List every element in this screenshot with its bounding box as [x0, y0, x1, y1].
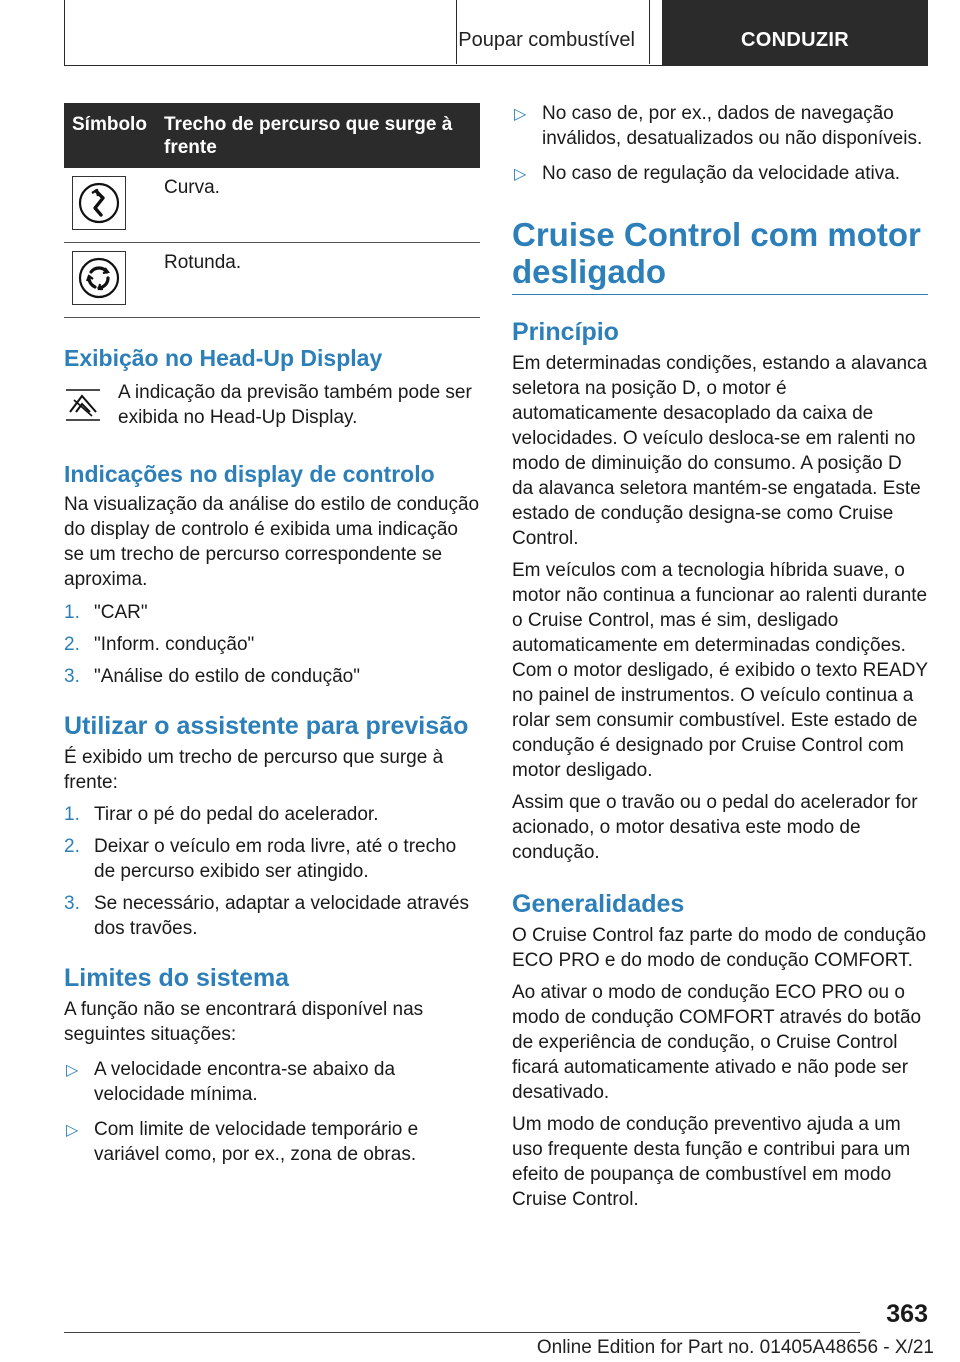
table-row	[64, 168, 480, 243]
list-item: ▷ Com limite de velocidade temporário e variável como, por ex., zona de obras.	[66, 1119, 419, 1165]
limits-text: A função não se encontrará disponível nas seguintes situações:	[64, 999, 424, 1045]
limits-heading: Limites do sistema	[64, 964, 290, 992]
control-display-steps	[64, 600, 480, 689]
list-item: ▷ No caso de regulação da velocidade ativa.	[512, 161, 928, 186]
principle-heading: Princípio	[512, 318, 619, 346]
left-column	[64, 103, 480, 1167]
table-cell-text: Curva.	[156, 168, 480, 243]
table-cell-symbol	[64, 243, 156, 318]
general-paragraph-3: Um modo de condução preventivo ajuda a um uso frequente desta função e contribui para um efeito de poupança de combustível em modo Cruise Control.	[512, 1114, 911, 1210]
list-item: 1. Tirar o pé do pedal do acelerador.	[64, 804, 379, 825]
control-display-text: Na visualização da análise do estilo de condução do display de controlo é exibida uma indicação se um trecho de percurso correspondente se aproxima.	[64, 494, 480, 590]
triangle-bullet-icon: ▷	[514, 166, 527, 183]
symbol-table	[64, 103, 480, 318]
list-item: 3. Se necessário, adaptar a velocidade através dos travões.	[64, 893, 469, 939]
principle-paragraph-3: Assim que o travão ou o pedal do acelerador for acionado, o motor desativa este modo de condução.	[512, 792, 918, 863]
assistant-steps	[64, 802, 480, 941]
list-item: ▷ A velocidade encontra-se abaixo da velocidade mínima.	[66, 1059, 396, 1105]
page-number: 363	[886, 1300, 928, 1328]
limits-bullets-continued	[512, 101, 928, 186]
table-row	[64, 243, 480, 318]
right-column	[512, 103, 928, 1212]
table-header-description: Trecho de percurso que surge à frente	[156, 103, 480, 168]
curve-icon	[72, 176, 126, 230]
head-up-display-icon	[64, 382, 102, 422]
hud-heading: Exibição no Head-Up Display	[64, 345, 383, 371]
hud-note	[64, 380, 480, 430]
list-item: ▷ No caso de, por ex., dados de navegação inválidos, desatualizados ou não disponíveis.	[514, 103, 923, 149]
list-item: 1. "CAR"	[64, 602, 148, 623]
control-display-heading: Indicações no display de controlo	[64, 461, 435, 487]
table-cell-text: Rotunda.	[156, 243, 480, 318]
list-item: 2. "Inform. condução"	[64, 634, 255, 655]
list-item: 2. Deixar o veículo em roda livre, até o trecho de percurso exibido ser atingido.	[64, 836, 457, 882]
general-paragraph-2: Ao ativar o modo de condução ECO PRO ou o modo de condução COMFORT através do botão de experiência de condução, o Cruise Control ficará automaticamente ativado e não pode ser desativado.	[512, 982, 922, 1103]
header-chapter-tab	[662, 0, 928, 66]
principle-paragraph-2: Em veículos com a tecnologia híbrida suave, o motor não continua a funcionar ao ralenti durante o Cruise Control, mas é sim, desligado automaticamente em determinadas condições. Com o motor desligado, é exibido o texto READY no painel de instrumentos. O veículo continua a rolar sem consumir combustível. Este estado de condução é designado por Cruise Control com motor desligado.	[512, 560, 928, 781]
cruise-heading: Cruise Control com motor desligado	[512, 216, 928, 295]
limits-bullets	[64, 1057, 480, 1167]
triangle-bullet-icon: ▷	[66, 1122, 79, 1139]
assistant-text: É exibido um trecho de percurso que surge à frente:	[64, 747, 444, 793]
roundabout-icon	[72, 251, 126, 305]
header-chapter-label: CONDUZIR	[741, 29, 849, 51]
triangle-bullet-icon: ▷	[66, 1062, 79, 1079]
header-section-label: Poupar combustível	[458, 29, 635, 51]
table-cell-symbol	[64, 168, 156, 243]
triangle-bullet-icon: ▷	[514, 106, 527, 123]
header-section-title	[456, 0, 650, 64]
assistant-heading: Utilizar o assistente para previsão	[64, 712, 469, 740]
hud-text: A indicação da previsão também pode ser exibida no Head-Up Display.	[118, 382, 472, 428]
principle-paragraph-1: Em determinadas condições, estando a alavanca seletora na posição D, o motor é automaticamente desacoplado da caixa de velocidades. O veículo desloca-se em ralenti no modo de diminuição do consumo. A posição D da alavanca seletora mantém-se engatada. Este estado de condução designa-se como Cruise Control.	[512, 353, 928, 549]
footer-divider	[64, 1332, 860, 1333]
general-paragraph-1: O Cruise Control faz parte do modo de condução ECO PRO e do modo de condução COMFORT.	[512, 925, 927, 971]
list-item: 3. "Análise do estilo de condução"	[64, 666, 360, 687]
footer-edition: Online Edition for Part no. 01405A48656 - X/21	[536, 1337, 934, 1358]
general-heading: Generalidades	[512, 890, 685, 918]
table-header-symbol: Símbolo	[64, 103, 156, 168]
symbol-table-header	[64, 103, 480, 168]
